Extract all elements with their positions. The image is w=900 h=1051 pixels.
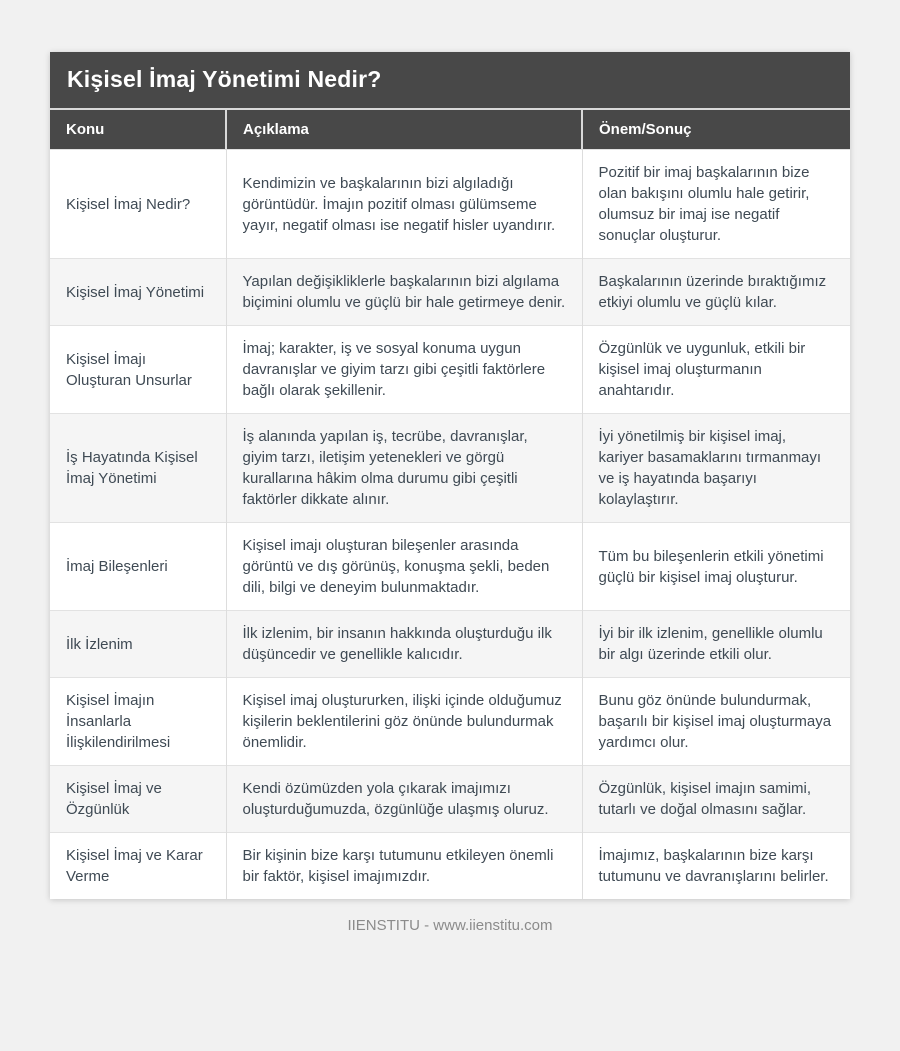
table-row (50, 833, 850, 900)
table-header (50, 109, 850, 150)
cell-onem: Özgünlük, kişisel imajın samimi, tutarlı ve doğal olmasını sağlar. (582, 766, 850, 833)
cell-onem: Pozitif bir imaj başkalarının bize olan bakışını olumlu hale getirir, olumsuz bir imaj ise negatif sonuçlar oluşturur. (582, 150, 850, 259)
table-row (50, 414, 850, 523)
cell-onem: Bunu göz önünde bulundurmak, başarılı bir kişisel imaj oluşturmaya yardımcı olur. (582, 678, 850, 766)
table-row (50, 678, 850, 766)
content-table (50, 108, 850, 899)
cell-aciklama: Kendi özümüzden yola çıkarak imajımızı oluşturduğumuzda, özgünlüğe ulaşmış oluruz. (226, 766, 582, 833)
cell-konu: Kişisel İmaj ve Özgünlük (50, 766, 226, 833)
cell-aciklama: Kendimizin ve başkalarının bizi algıladığı görüntüdür. İmajın pozitif olması gülümseme yayır, negatif olması ise negatif hisler uyandırır. (226, 150, 582, 259)
cell-aciklama: Yapılan değişikliklerle başkalarının bizi algılama biçimini olumlu ve güçlü bir hale getirmeye denir. (226, 259, 582, 326)
cell-aciklama: Bir kişinin bize karşı tutumunu etkileyen önemli bir faktör, kişisel imajımızdır. (226, 833, 582, 900)
cell-aciklama: Kişisel imajı oluşturan bileşenler arasında görüntü ve dış görünüş, konuşma şekli, beden dili, bilgi ve deneyim bulunmaktadır. (226, 523, 582, 611)
cell-aciklama: İş alanında yapılan iş, tecrübe, davranışlar, giyim tarzı, iletişim yetenekleri ve görgü kurallarına hâkim olma durumu gibi çeşitli faktörler dikkate alınır. (226, 414, 582, 523)
cell-konu: Kişisel İmaj Nedir? (50, 150, 226, 259)
column-header-aciklama: Açıklama (226, 109, 582, 150)
cell-konu: İmaj Bileşenleri (50, 523, 226, 611)
page-title: Kişisel İmaj Yönetimi Nedir? (50, 52, 850, 108)
table-row (50, 766, 850, 833)
cell-onem: Başkalarının üzerinde bıraktığımız etkiyi olumlu ve güçlü kılar. (582, 259, 850, 326)
cell-konu: İlk İzlenim (50, 611, 226, 678)
table-row (50, 523, 850, 611)
column-header-onem-sonuc: Önem/Sonuç (582, 109, 850, 150)
cell-konu: Kişisel İmaj Yönetimi (50, 259, 226, 326)
cell-onem: İyi bir ilk izlenim, genellikle olumlu bir algı üzerinde etkili olur. (582, 611, 850, 678)
cell-konu: Kişisel İmajı Oluşturan Unsurlar (50, 326, 226, 414)
cell-konu: İş Hayatında Kişisel İmaj Yönetimi (50, 414, 226, 523)
cell-aciklama: İlk izlenim, bir insanın hakkında oluşturduğu ilk düşüncedir ve genellikle kalıcıdır. (226, 611, 582, 678)
cell-onem: İmajımız, başkalarının bize karşı tutumunu ve davranışlarını belirler. (582, 833, 850, 900)
cell-onem: Tüm bu bileşenlerin etkili yönetimi güçlü bir kişisel imaj oluşturur. (582, 523, 850, 611)
column-header-konu: Konu (50, 109, 226, 150)
table-header-row (50, 109, 850, 150)
table-row (50, 611, 850, 678)
footer-credit: IIENSTITU - www.iienstitu.com (347, 917, 553, 934)
content-card (50, 52, 850, 899)
cell-onem: Özgünlük ve uygunluk, etkili bir kişisel imaj oluşturmanın anahtarıdır. (582, 326, 850, 414)
cell-onem: İyi yönetilmiş bir kişisel imaj, kariyer basamaklarını tırmanmayı ve iş hayatında başarıyı kolaylaştırır. (582, 414, 850, 523)
cell-konu: Kişisel İmaj ve Karar Verme (50, 833, 226, 900)
cell-aciklama: İmaj; karakter, iş ve sosyal konuma uygun davranışlar ve giyim tarzı gibi çeşitli faktörlere bağlı olarak şekillenir. (226, 326, 582, 414)
table-row (50, 259, 850, 326)
cell-aciklama: Kişisel imaj oluştururken, ilişki içinde olduğumuz kişilerin beklentilerini göz önünde bulundurmak önemlidir. (226, 678, 582, 766)
table-row (50, 326, 850, 414)
table-body (50, 150, 850, 900)
table-row (50, 150, 850, 259)
cell-konu: Kişisel İmajın İnsanlarla İlişkilendirilmesi (50, 678, 226, 766)
